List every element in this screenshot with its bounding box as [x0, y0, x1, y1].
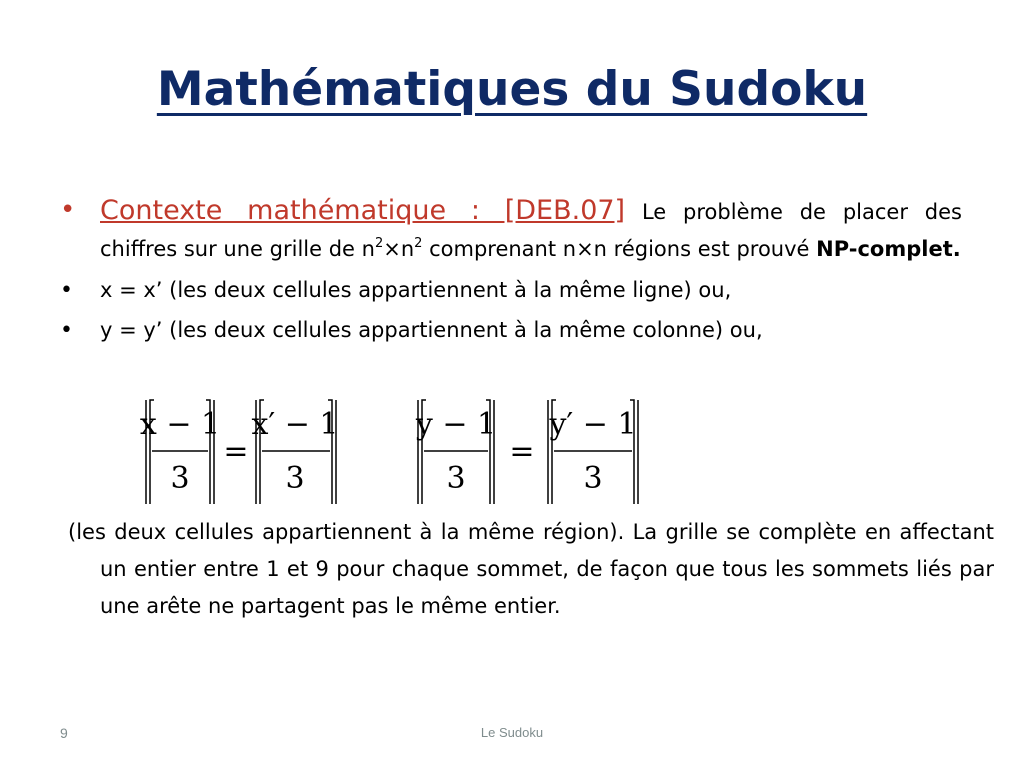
exponent-1: 2: [374, 236, 384, 251]
context-times: ×n: [383, 237, 415, 261]
region-paragraph: (les deux cellules appartiennent à la même région). La grille se complète en affectant un entier entre 1 et 9 pour chaque sommet, de façon que tous les sommets liés par une arête ne partagent pas le même entier.: [68, 520, 994, 618]
formula-y-eq: =: [509, 434, 535, 469]
page-number: 9: [60, 725, 68, 741]
np-complete-label: NP-complet.: [816, 237, 961, 261]
region-formula: [138, 396, 648, 506]
bullet-row-condition: [60, 272, 962, 309]
bullet-dot-icon: •: [60, 318, 73, 343]
slide-title: Mathématiques du Sudoku: [156, 62, 868, 117]
formula-y-num1: y − 1: [415, 407, 497, 442]
bullet-context: [60, 192, 962, 268]
context-heading-link[interactable]: Contexte mathématique : [DEB.07]: [100, 195, 626, 226]
bullet-list: [60, 192, 962, 349]
formula-x-num2: x′ − 1: [251, 407, 339, 442]
footer-text: Le Sudoku: [480, 725, 544, 740]
formula-y-num2: y′ − 1: [549, 407, 637, 442]
exponent-2: 2: [414, 236, 423, 251]
context-text-1: Le problème de placer des chiffres sur une grille de n: [100, 200, 962, 261]
bullet-dot-icon: •: [60, 278, 73, 303]
column-condition-text: y = y’ (les deux cellules appartiennent à la même colonne) ou,: [100, 318, 763, 342]
formula-y-den2: 3: [583, 461, 603, 496]
formula-x-den2: 3: [285, 461, 305, 496]
bullet-column-condition: [60, 312, 962, 349]
bullet-dot-icon: •: [60, 195, 76, 225]
row-condition-text: x = x’ (les deux cellules appartiennent à la même ligne) ou,: [100, 278, 732, 302]
formula-x-eq: =: [223, 434, 249, 469]
formula-y-den1: 3: [446, 461, 466, 496]
context-text-2: comprenant n×n régions est prouvé: [422, 237, 817, 261]
formula-x: [140, 400, 339, 504]
formula-y: [415, 400, 638, 504]
formula-x-den1: 3: [170, 461, 190, 496]
formula-x-num1: x − 1: [139, 407, 221, 442]
